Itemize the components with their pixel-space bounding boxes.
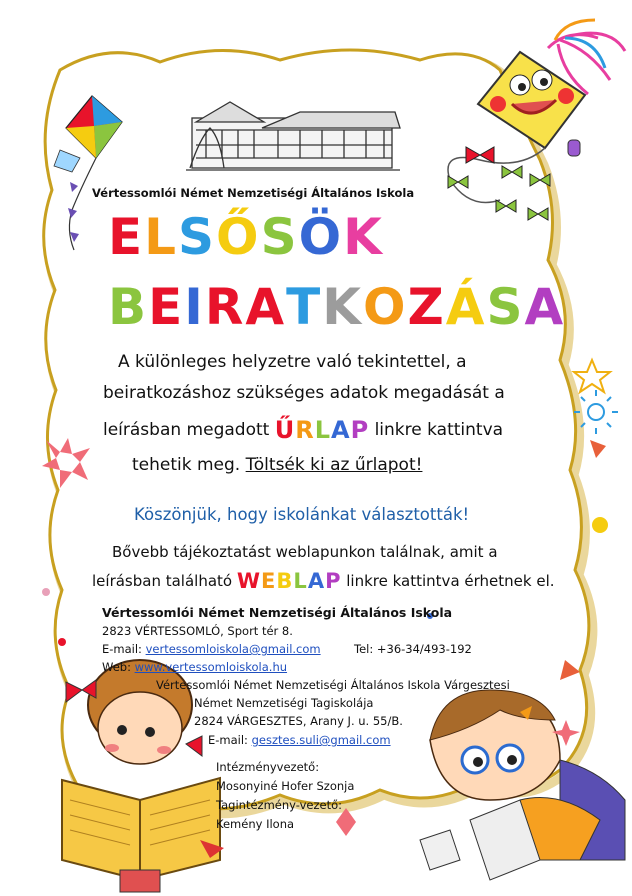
title-line-2 xyxy=(108,278,565,336)
contact-web-link[interactable]: www.vertessomloiskola.hu xyxy=(134,660,288,674)
title-line-2-letter: I xyxy=(184,278,205,336)
more-info-line-2-before: leírásban található xyxy=(92,572,233,590)
paragraph-line-3 xyxy=(103,416,503,444)
title-line-2-letter: Á xyxy=(445,278,487,336)
contact-tel: Tel: +36-34/493-192 xyxy=(354,642,472,656)
urlap-letter: P xyxy=(350,416,370,444)
urlap-letter: R xyxy=(295,416,315,444)
branch-sub: Német Nemzetiségi Tagiskolája xyxy=(194,696,374,710)
contact-school-name: Vértessomlói Német Nemzetiségi Általános Iskola xyxy=(102,605,453,620)
dot-red-icon xyxy=(58,638,66,646)
head-label: Intézményvezető: xyxy=(216,760,320,774)
urlap-link[interactable] xyxy=(275,416,369,444)
paragraph-line-4-before: tehetik meg. xyxy=(132,455,241,475)
title-line-2-letter: A xyxy=(245,278,287,336)
paragraph-line-1: A különleges helyzetre való tekintettel, a xyxy=(118,352,467,372)
contact-web-row xyxy=(102,660,287,674)
weblap-link[interactable] xyxy=(237,569,342,593)
title-line-2-letter: Z xyxy=(407,278,446,336)
title-line-2-letter: R xyxy=(204,278,246,336)
paragraph-line-4 xyxy=(132,455,422,475)
more-info-line-1: Bővebb tájékoztatást weblapunkon találnak, amit a xyxy=(112,543,498,561)
branch-address: 2824 VÁRGESZTES, Arany J. u. 55/B. xyxy=(194,714,403,728)
title-line-2-letter: T xyxy=(286,278,323,336)
title-line-2-letter: B xyxy=(108,278,149,336)
paragraph-line-3-before: leírásban megadott xyxy=(103,420,270,440)
contact-email-label: E-mail: xyxy=(102,642,142,656)
fill-form-link[interactable]: Töltsék ki az űrlapot! xyxy=(245,455,423,475)
title-line-1-letter: E xyxy=(108,208,145,266)
title-line-2-letter: E xyxy=(148,278,185,336)
title-line-1 xyxy=(108,208,384,266)
weblap-letter: E xyxy=(261,569,277,593)
star-yellow-icon xyxy=(574,360,610,392)
dot-yellow-icon xyxy=(592,517,608,533)
title-line-1-letter: Ö xyxy=(298,208,344,266)
title-line-1-letter: K xyxy=(343,208,384,266)
title-line-1-letter: Ő xyxy=(216,208,261,266)
contact-web-label: Web: xyxy=(102,660,131,674)
more-info-line-2-after: linkre kattintva érhetnek el. xyxy=(346,572,555,590)
deputy-label: Tagintézmény-vezető: xyxy=(216,798,342,812)
paragraph-line-3-after: linkre kattintva xyxy=(374,420,504,440)
branch-email-link[interactable]: gesztes.suli@gmail.com xyxy=(251,733,391,747)
title-line-2-letter: K xyxy=(322,278,363,336)
branch-name: Vértessomlói Német Nemzetiségi Általános Iskola Várgesztesi xyxy=(156,678,510,692)
more-info-line-2 xyxy=(92,569,555,593)
title-line-1-letter: L xyxy=(144,208,179,266)
branch-email-row xyxy=(208,733,391,747)
weblap-letter: L xyxy=(293,569,308,593)
triangle-red-icon xyxy=(590,440,606,458)
thanks-message: Köszönjük, hogy iskolánkat választották! xyxy=(134,505,470,524)
urlap-letter: Ű xyxy=(274,416,296,444)
title-line-2-letter: A xyxy=(524,278,566,336)
head-name: Mosonyiné Hofer Szonja xyxy=(216,779,355,793)
deputy-name: Kemény Ilona xyxy=(216,817,295,831)
title-line-2-letter: O xyxy=(362,278,408,336)
weblap-letter: B xyxy=(276,569,294,593)
weblap-letter: A xyxy=(307,569,326,593)
title-line-1-letter: S xyxy=(260,208,299,266)
paragraph-line-2: beiratkozáshoz szükséges adatok megadását a xyxy=(103,383,505,403)
title-line-1-letter: S xyxy=(178,208,217,266)
school-name-header: Vértessomlói Német Nemzetiségi Általános Iskola xyxy=(92,186,415,200)
contact-email-link[interactable]: vertessomloiskola@gmail.com xyxy=(145,642,321,656)
weblap-letter: W xyxy=(236,569,262,593)
title-line-2-letter: S xyxy=(486,278,525,336)
contact-email-row xyxy=(102,642,321,656)
branch-email-label: E-mail: xyxy=(208,733,248,747)
urlap-letter: A xyxy=(331,416,351,444)
urlap-letter: L xyxy=(314,416,331,444)
weblap-letter: P xyxy=(325,569,342,593)
dot-pink-icon xyxy=(42,588,50,596)
contact-address: 2823 VÉRTESSOMLÓ, Sport tér 8. xyxy=(102,624,293,638)
